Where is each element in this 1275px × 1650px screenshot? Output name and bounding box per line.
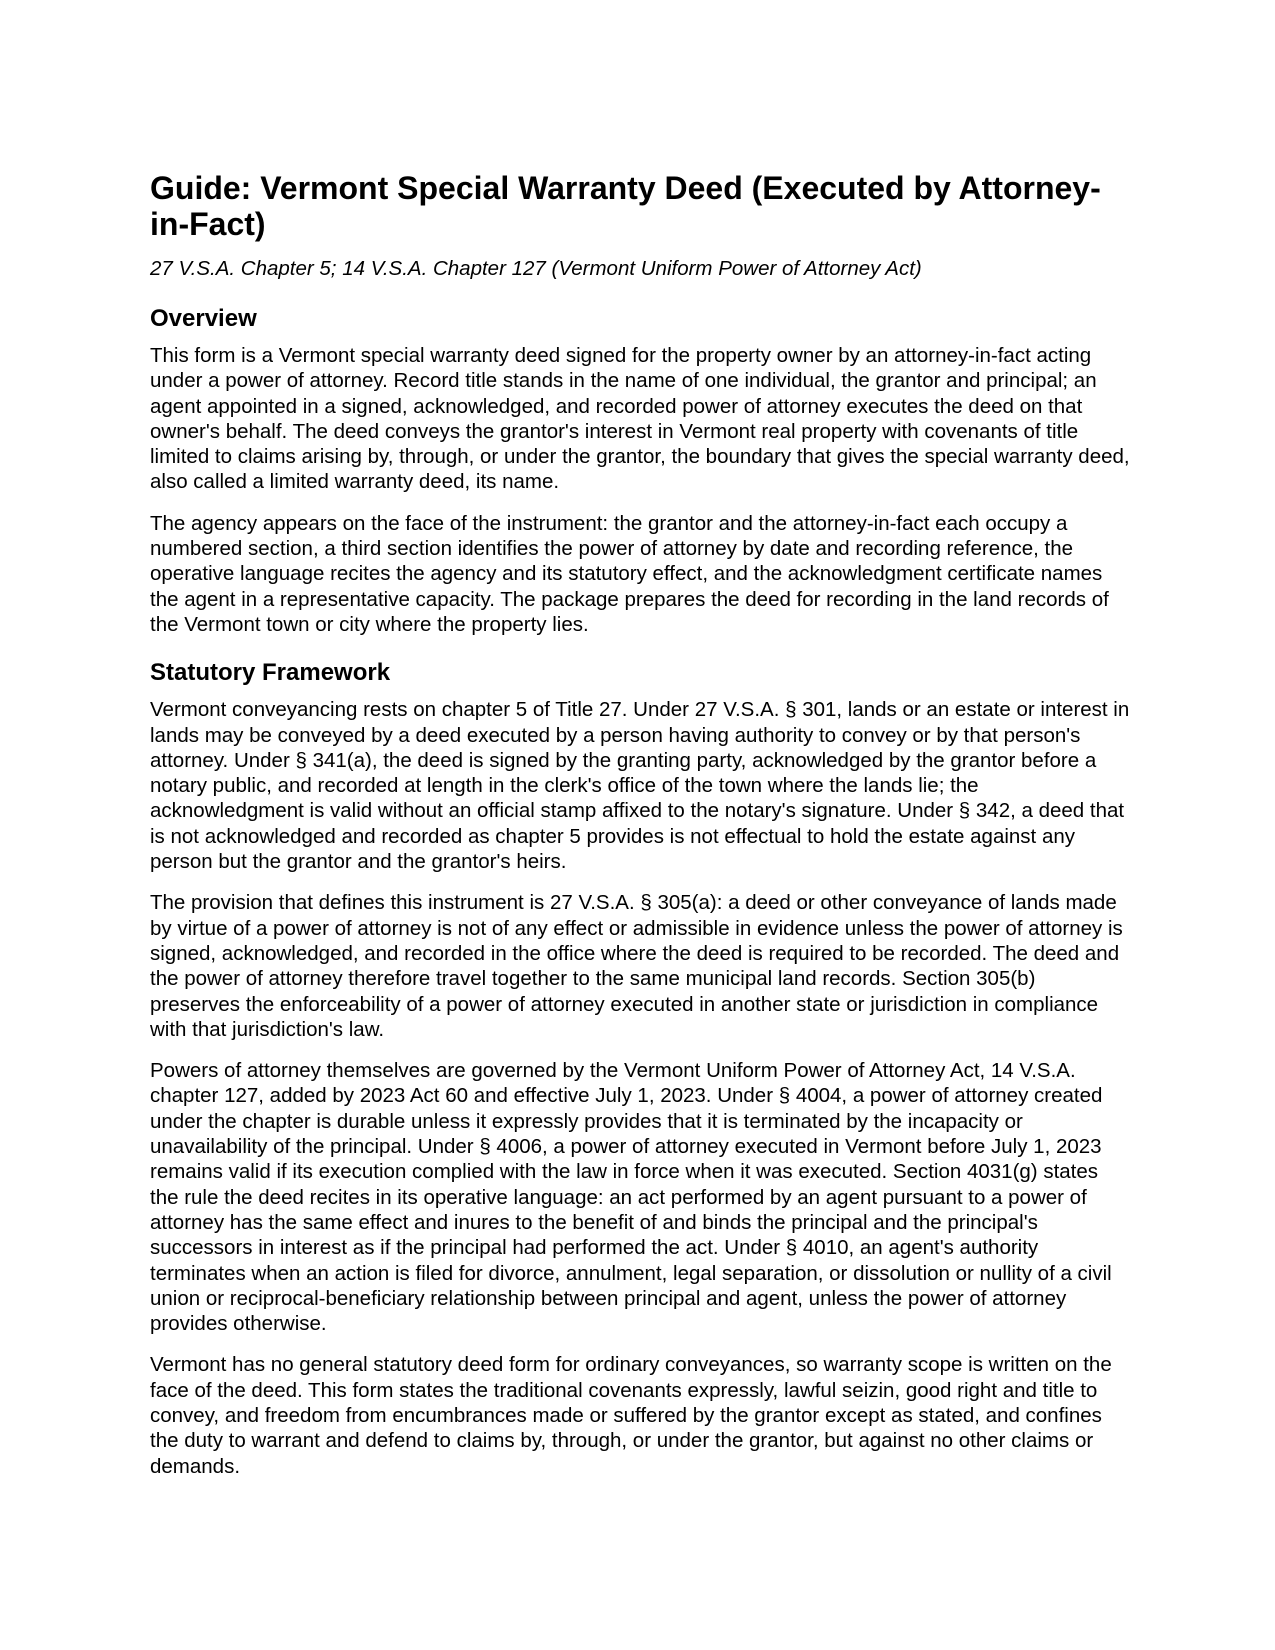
section-heading: Statutory Framework [150,659,391,687]
paragraph: Vermont has no general statutory deed form for ordinary conveyances, so warranty scope is written on the face of the deed. This form states the traditional covenants expressly, lawful seizin, good right and title to convey, and freedom from encumbrances made or suffered by the grantor except as stated, and confines the duty to warrant and defend to claims by, through, or under the grantor, but against no other claims or demands. [150,1353,1112,1478]
paragraph: Vermont conveyancing rests on chapter 5 of Title 27. Under 27 V.S.A. § 301, lands or an estate or interest in lands may be conveyed by a deed executed by a person having authority to convey or by that person's attorney. Under § 341(a), the deed is signed by the granting party, acknowledged by the grantor before a notary public, and recorded at length in the clerk's office of the town where the lands lie; the acknowledgment is valid without an official stamp affixed to the notary's signature. Under § 342, a deed that is not acknowledged and recorded as chapter 5 provides is not effectual to hold the estate against any person but the grantor and the grantor's heirs. [150,698,1130,874]
paragraph: The provision that defines this instrument is 27 V.S.A. § 305(a): a deed or other conveyance of lands made by virtue of a power of attorney is not of any effect or admissible in evidence unless the power of attorney is signed, acknowledged, and recorded in the office where the deed is required to be recorded. The deed and the power of attorney therefore travel together to the same municipal land records. Section 305(b) preserves the enforceability of a power of attorney executed in another state or jurisdiction in compliance with that jurisdiction's law. [150,891,1123,1041]
document-page [150,170,1130,1495]
paragraph: This form is a Vermont special warranty deed signed for the property owner by an attorney-in-fact acting under a power of attorney. Record title stands in the name of one individual, the grantor and principal; an agent appointed in a signed, acknowledged, and recorded power of attorney executes the deed on that owner's behalf. The deed conveys the grantor's interest in Vermont real property with covenants of title limited to claims arising by, through, or under the grantor, the boundary that gives the special warranty deed, also called a limited warranty deed, its name. [150,344,1130,494]
section-heading: Overview [150,305,257,332]
document-title: Guide: Vermont Special Warranty Deed (Executed by Attorney-in-Fact) [150,170,1101,242]
section-statutory-framework [150,659,1130,1479]
paragraph: Powers of attorney themselves are governed by the Vermont Uniform Power of Attorney Act, 14 V.S.A. chapter 127, added by 2023 Act 60 and effective July 1, 2023. Under § 4004, a power of attorney created under the chapter is durable unless it expressly provides that it is terminated by the incapacity or unavailability of the principal. Under § 4006, a power of attorney executed in Vermont before July 1, 2023 remains valid if its execution complied with the law in force when it was executed. Section 4031(g) states the rule the deed recites in its operative language: an act performed by an agent pursuant to a power of attorney has the same effect and inures to the benefit of and binds the principal and the principal's successors in interest as if the principal had performed the act. Under § 4010, an agent's authority terminates when an action is filed for divorce, annulment, legal separation, or dissolution or nullity of a civil union or reciprocal-beneficiary relationship between principal and agent, unless the power of attorney provides otherwise. [150,1059,1112,1336]
document-subtitle: 27 V.S.A. Chapter 5; 14 V.S.A. Chapter 127 (Vermont Uniform Power of Attorney Act) [150,257,922,280]
section-overview [150,305,1130,637]
paragraph: The agency appears on the face of the instrument: the grantor and the attorney-in-fact each occupy a numbered section, a third section identifies the power of attorney by date and recording reference, the operative language recites the agency and its statutory effect, and the acknowledgment certificate names the agent in a representative capacity. The package prepares the deed for recording in the land records of the Vermont town or city where the property lies. [150,511,1109,636]
